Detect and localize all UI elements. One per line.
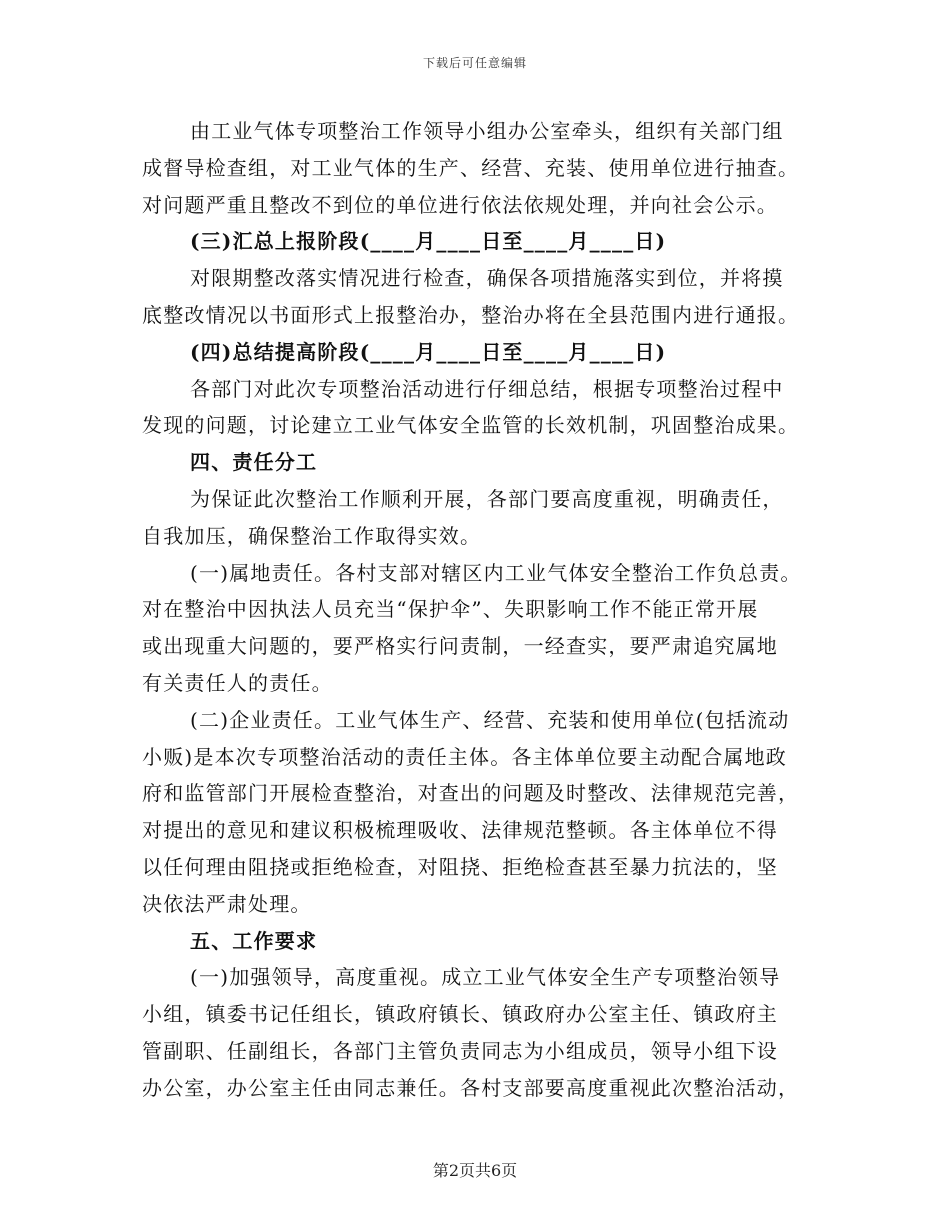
paragraph-line: 发现的问题，讨论建立工业气体安全监管的长效机制，巩固整治成果。 <box>142 413 800 438</box>
paragraph-line: 有关责任人的责任。 <box>142 670 333 695</box>
paragraph-line: 以任何理由阻挠或拒绝检查，对阻挠、拒绝检查甚至暴力抗法的，坚 <box>142 854 778 879</box>
section-heading-work-requirements: 五、工作要求 <box>190 928 318 953</box>
section-heading-conclusion-stage: (四)总结提高阶段(____月____日至____月____日) <box>190 339 667 364</box>
paragraph-line: 底整改情况以书面形式上报整治办，整治办将在全县范围内进行通报。 <box>142 302 800 327</box>
header-note: 下载后可任意编辑 <box>422 56 527 70</box>
paragraph-line: (一)加强领导，高度重视。成立工业气体安全生产专项整治领导 <box>190 965 781 990</box>
document-body <box>142 113 812 1107</box>
paragraph-line: 管副职、任副组长，各部门主管负责同志为小组成员，领导小组下设 <box>142 1038 778 1063</box>
paragraph-line: 决依法严肃处理。 <box>142 891 312 916</box>
paragraph-line: (二)企业责任。工业气体生产、经营、充装和使用单位(包括流动 <box>190 707 790 732</box>
paragraph-line: 办公室，办公室主任由同志兼任。各村支部要高度重视此次整治活动， <box>142 1075 800 1100</box>
paragraph-line: 小贩)是本次专项整治活动的责任主体。各主体单位要主动配合属地政 <box>142 744 788 769</box>
paragraph-line: 对限期整改落实情况进行检查，确保各项措施落实到位，并将摸 <box>190 266 784 291</box>
paragraph-line: 或出现重大问题的，要严格实行问责制，一经查实，要严肃追究属地 <box>142 634 778 659</box>
paragraph-line: 对提出的意见和建议积极梳理吸收、法律规范整顿。各主体单位不得 <box>142 818 778 843</box>
paragraph-line: 各部门对此次专项整治活动进行仔细总结，根据专项整治过程中 <box>190 376 784 401</box>
paragraph-line: 自我加压，确保整治工作取得实效。 <box>142 523 482 548</box>
paragraph-line: 小组，镇委书记任组长，镇政府镇长、镇政府办公室主任、镇政府主 <box>142 1002 778 1027</box>
paragraph-line: (一)属地责任。各村支部对辖区内工业气体安全整治工作负总责。 <box>190 560 802 585</box>
paragraph-line: 府和监管部门开展检查整治，对查出的问题及时整改、法律规范完善， <box>142 781 800 806</box>
page-number: 第2页共6页 <box>432 1161 518 1180</box>
paragraph-line: 对问题严重且整改不到位的单位进行依法依规处理，并向社会公示。 <box>142 192 778 217</box>
paragraph-line: 对在整治中因执法人员充当“保护伞”、失职影响工作不能正常开展 <box>142 597 759 622</box>
section-heading-summary-stage: (三)汇总上报阶段(____月____日至____月____日) <box>190 229 667 254</box>
section-heading-responsibility: 四、责任分工 <box>190 450 318 475</box>
paragraph-line: 成督导检查组，对工业气体的生产、经营、充装、使用单位进行抽查。 <box>142 155 800 180</box>
paragraph-line: 由工业气体专项整治工作领导小组办公室牵头，组织有关部门组 <box>190 119 784 143</box>
paragraph-line: 为保证此次整治工作顺利开展，各部门要高度重视，明确责任， <box>190 486 784 511</box>
